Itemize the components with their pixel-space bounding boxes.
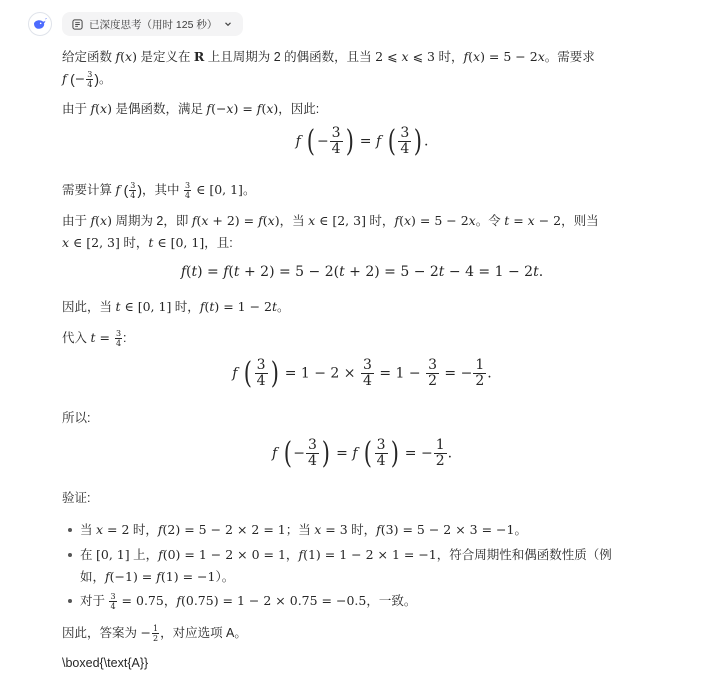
paragraph-therefore: 因此，当 t ∈ [0, 1] 时，f(t) = 1 − 2t。 (62, 299, 290, 314)
assistant-avatar (28, 12, 52, 36)
paragraph-verify: 验证: (62, 491, 91, 505)
paragraph-period: 由于 f(x) 周期为 2，即 f(x + 2) = f(x)，当 x ∈ [2, 3] 时，f(x) = 5 − 2x。令 t = x − 2，则当 x ∈ [2, 3] 时，t ∈ [0, 1]，且: (62, 213, 599, 250)
thinking-label: 已深度思考（用时 125 秒） (89, 18, 218, 31)
whale-logo-icon (32, 16, 48, 32)
paragraph-problem: 给定函数 f(x) 是定义在 R 上且周期为 2 的偶函数，且当 2 ⩽ x ⩽ 3 时，f(x) = 5 − 2x。需要求 f (− $\frac{3}{4}$ )。 (62, 49, 595, 90)
chevron-down-icon (223, 19, 233, 29)
paragraph-answer: 因此，答案为 − $\frac{1}{2}$ ，对应选项 A。 (62, 624, 247, 644)
paragraph-substitute: 代入 t = $\frac{3}{4}$ : (62, 329, 127, 349)
list-item: 当 x = 2 时，f(2) = 5 − 2 × 2 = 1；当 x = 3 时，f(3) = 5 − 2 × 3 = −1。 (80, 519, 640, 541)
list-item: 在 [0, 1] 上，f(0) = 1 − 2 × 0 = 1，f(1) = 1 − 2 × 1 = −1，符合周期性和偶函数性质（例 如，f(−1) = f(1) = −1）。 (80, 544, 640, 588)
equation-value: f ( $\frac{3}{4}$ ) = 1 − 2 × $\frac{3}{4}$ = 1 − $\frac{3}{2}$ = − $\frac{1}{2}$ . (232, 355, 492, 391)
paragraph-compute: 需要计算 f ( $\frac{3}{4}$ )，其中 $\frac{3}{4}$ ∈ [0, 1]。 (62, 181, 256, 201)
deep-think-icon (72, 19, 83, 30)
list-item: 对于 $\frac{3}{4}$ = 0.75，f(0.75) = 1 − 2 × 0.75 = −0.5，一致。 (80, 590, 640, 612)
paragraph-even: 由于 f(x) 是偶函数，满足 f(−x) = f(x)，因此: (62, 101, 320, 116)
equation-even: f ( − $\frac{3}{4}$ ) = f ( $\frac{3}{4}$ ) . (295, 123, 429, 159)
boxed-answer-raw: \boxed{\text{A}} (62, 656, 149, 670)
thinking-toggle-button[interactable] (62, 12, 243, 36)
paragraph-so: 所以: (62, 411, 91, 425)
equation-result: f ( − $\frac{3}{4}$ ) = f ( $\frac{3}{4}$ ) = − $\frac{1}{2}$ . (271, 435, 453, 471)
equation-substitution: f(t) = f(t + 2) = 5 − 2(t + 2) = 5 − 2t − 4 = 1 − 2t. (180, 264, 544, 280)
